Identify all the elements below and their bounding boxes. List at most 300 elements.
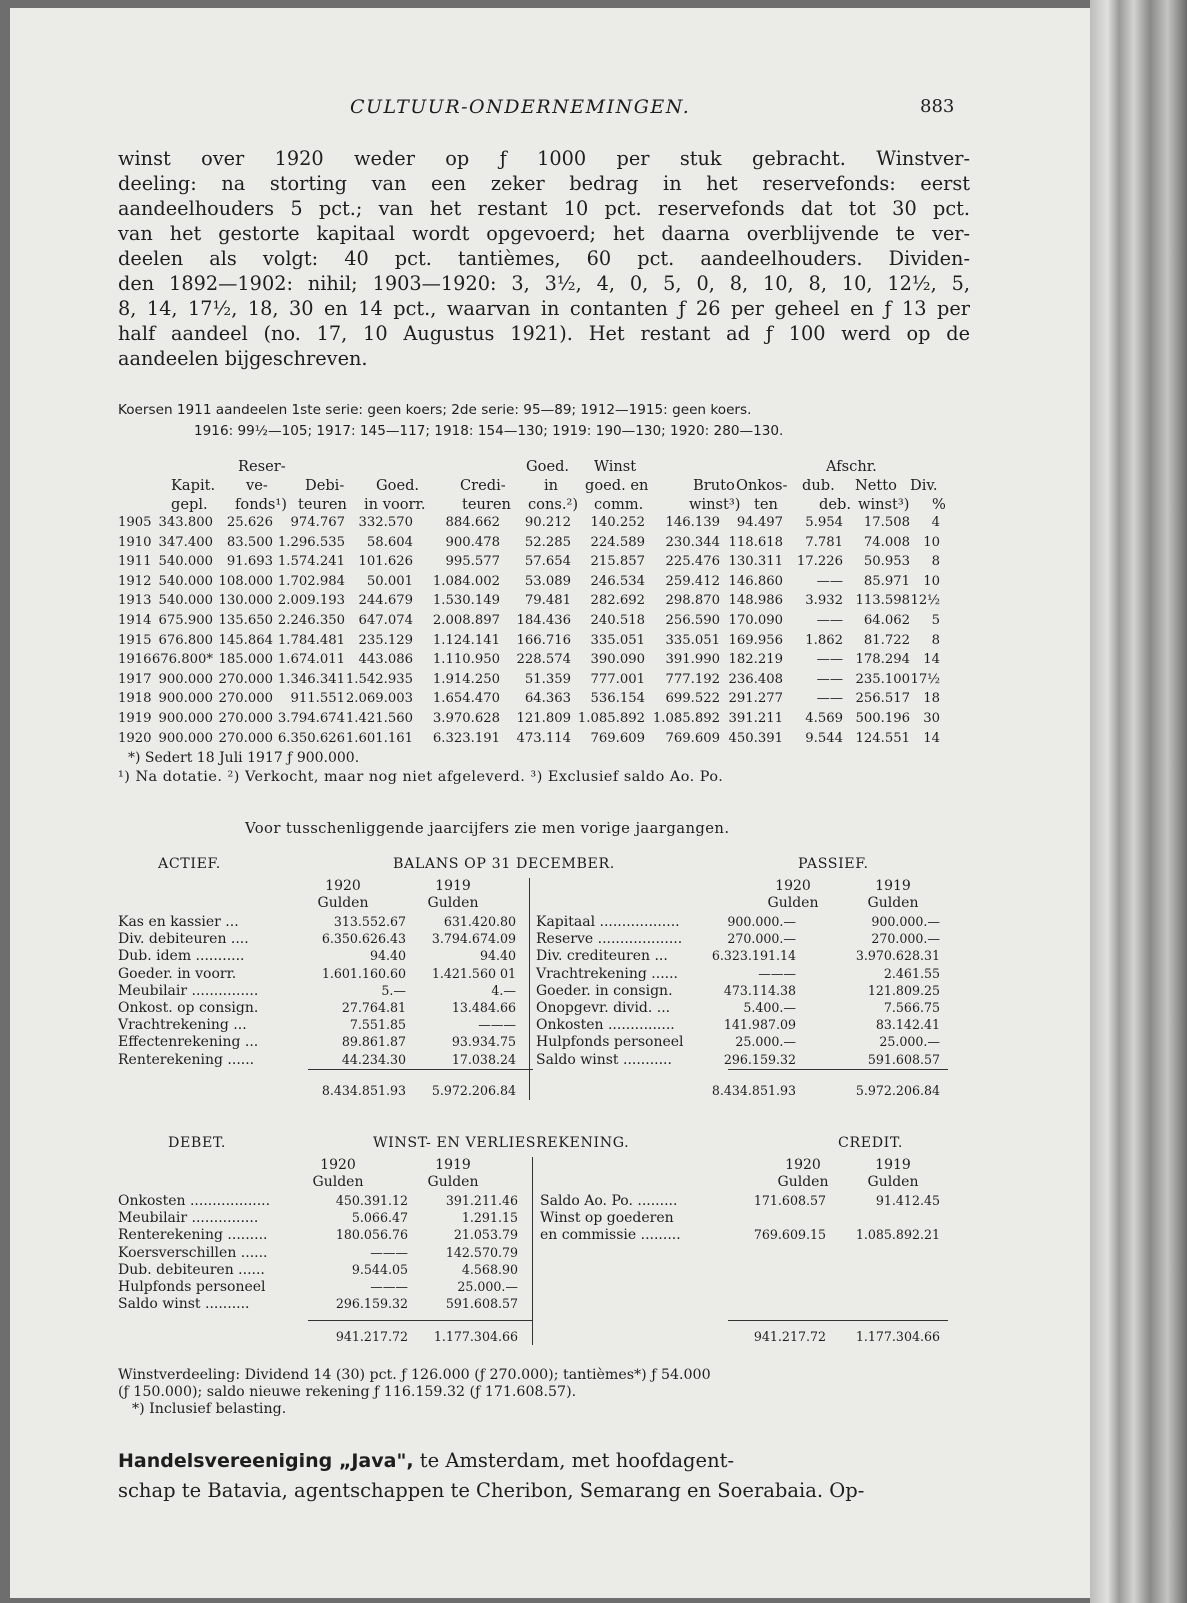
- table-cell: 900.000: [158, 710, 213, 726]
- table-cell: 995.577: [445, 554, 500, 570]
- table-cell: 391.211: [728, 710, 783, 726]
- total-value: 8.434.851.93: [711, 1082, 796, 1098]
- table-header-row: [118, 458, 978, 477]
- table-row: [118, 554, 978, 574]
- table-cell: 51.359: [524, 671, 571, 687]
- table-cell: 101.626: [358, 554, 413, 570]
- column-header: Reser-: [238, 458, 286, 475]
- spacer: [118, 1313, 978, 1323]
- table-cell: 777.192: [665, 671, 720, 687]
- account-label: Hulpfonds personeel: [118, 1278, 266, 1295]
- book-page: [10, 8, 1090, 1598]
- table-cell: 52.285: [524, 534, 571, 550]
- column-header: Winst: [594, 458, 637, 475]
- account-value: 391.211.46: [445, 1193, 518, 1208]
- column-header: fonds¹): [235, 496, 287, 513]
- table-cell: 118.618: [728, 534, 783, 550]
- table-cell-year: 1914: [118, 612, 152, 628]
- account-totals: [118, 1323, 978, 1347]
- year-label: 1919: [875, 878, 911, 894]
- table-cell: 900.000: [158, 730, 213, 746]
- account-value: 91.412.45: [875, 1193, 940, 1208]
- table-cell: 64.062: [863, 612, 910, 628]
- table-cell: 244.679: [358, 593, 413, 609]
- table-cell: 7.781: [805, 534, 843, 550]
- column-header: comm.: [594, 496, 644, 513]
- column-header: %: [932, 496, 946, 513]
- profit-distribution-line: Winstverdeeling: Dividend 14 (30) pct. ƒ 126.000 (ƒ 270.000); tantièmes*) ƒ 54.000: [118, 1367, 711, 1383]
- table-cell: 256.517: [855, 691, 910, 707]
- table-cell-year: 1918: [118, 691, 152, 707]
- table-cell: 1.421.560: [345, 710, 413, 726]
- table-cell: 291.277: [728, 691, 783, 707]
- table-cell: 121.809: [516, 710, 571, 726]
- table-cell: 50.001: [366, 573, 413, 589]
- profit-loss-account: [118, 1135, 978, 1347]
- page-number: 883: [920, 96, 955, 117]
- unit-label: Gulden: [427, 1174, 479, 1190]
- account-value: 25.000.—: [879, 1034, 940, 1050]
- account-label: Meubilair ...............: [118, 1210, 259, 1227]
- table-row: [118, 515, 978, 535]
- account-value: ———: [758, 965, 796, 981]
- unit-label: Gulden: [317, 895, 369, 911]
- table-cell: 169.956: [728, 632, 783, 648]
- account-label: Saldo winst ..........: [118, 1296, 250, 1313]
- table-cell: 10: [923, 573, 940, 589]
- table-cell: 6.323.191: [432, 730, 500, 746]
- table-cell: 699.522: [665, 691, 720, 707]
- table-cell: 235.129: [358, 632, 413, 648]
- table-cell: 647.074: [358, 612, 413, 628]
- account-value: 9.544.05: [351, 1261, 408, 1277]
- total-value: 941.217.72: [753, 1329, 826, 1345]
- account-value: 1.601.160.60: [321, 965, 406, 981]
- table-row: [118, 691, 978, 711]
- account-value: 4.568.90: [461, 1261, 518, 1277]
- column-header: Credi-: [460, 477, 506, 494]
- table-cell: 224.589: [590, 534, 645, 550]
- table-row: [118, 633, 978, 653]
- column-header: teuren: [462, 496, 511, 513]
- table-cell-year: 1917: [118, 671, 152, 687]
- account-value: 769.609.15: [753, 1227, 826, 1243]
- account-row: [118, 931, 978, 948]
- year-label: 1919: [435, 1157, 471, 1173]
- table-cell: 500.196: [855, 710, 910, 726]
- table-cell: 148.986: [728, 593, 783, 609]
- table-cell: 91.693: [226, 554, 273, 570]
- account-label: Goeder. in consign.: [536, 982, 673, 999]
- table-cell: 2.008.897: [432, 612, 500, 628]
- account-label: Onkost. op consign.: [118, 999, 259, 1016]
- table-cell: 3.932: [805, 593, 843, 609]
- column-header: teuren: [298, 496, 347, 513]
- table-cell: 225.476: [665, 554, 720, 570]
- table-cell: 1.674.011: [277, 652, 345, 668]
- column-header: Netto: [855, 477, 897, 494]
- table-header-row: [118, 477, 978, 496]
- table-cell: 113.598: [855, 593, 910, 609]
- table-cell: 335.051: [665, 632, 720, 648]
- table-cell: 2.069.003: [345, 691, 413, 707]
- table-cell: 332.570: [358, 515, 413, 530]
- table-cell: 130.000: [218, 593, 273, 609]
- account-label: Onkosten ...............: [536, 1017, 675, 1034]
- account-value: 3.970.628.31: [855, 948, 940, 964]
- column-header: ve-: [246, 477, 268, 494]
- account-totals: [118, 1077, 978, 1101]
- year-column-heading: [848, 878, 938, 912]
- table-cell: 390.090: [590, 652, 645, 668]
- total-value: 5.972.206.84: [855, 1082, 940, 1098]
- table-cell: 443.086: [358, 652, 413, 668]
- account-row: [118, 1052, 978, 1069]
- center-title: WINST- EN VERLIESREKENING.: [373, 1135, 630, 1151]
- account-label: Renterekening .........: [118, 1227, 268, 1244]
- java-entry: [118, 1446, 970, 1506]
- table-cell: 343.800: [158, 515, 213, 530]
- account-value: 5.066.47: [351, 1210, 408, 1226]
- account-row: [118, 1017, 978, 1034]
- intro-line: aandeelhouders 5 pct.; van het restant 10 pct. reservefonds dat tot 30 pct.: [118, 197, 970, 220]
- column-header: dub.: [802, 477, 835, 494]
- table-cell: 974.767: [290, 515, 345, 530]
- table-cell: 53.089: [524, 573, 571, 589]
- table-cell: 540.000: [158, 593, 213, 609]
- table-cell: 3.970.628: [432, 710, 500, 726]
- table-cell: 17.508: [863, 515, 910, 530]
- table-cell: 25.626: [226, 515, 273, 530]
- total-rule: [308, 1320, 533, 1321]
- table-cell: 1.296.535: [277, 534, 345, 550]
- table-cell: 246.534: [590, 573, 645, 589]
- table-cell: 450.391: [728, 730, 783, 746]
- profit-distribution: [118, 1367, 970, 1418]
- table-cell: 145.864: [218, 632, 273, 648]
- table-cell: 256.590: [665, 612, 720, 628]
- table-cell: 140.252: [590, 515, 645, 530]
- table-cell: 473.114: [516, 730, 571, 746]
- table-cell-year: 1911: [118, 554, 152, 570]
- account-value: 121.809.25: [867, 982, 940, 998]
- koersen-line: 1916: 99½—105; 1917: 145—117; 1918: 154—130; 1919: 190—130; 1920: 280—130.: [194, 423, 784, 439]
- table-cell-year: 1910: [118, 534, 152, 550]
- column-header: Goed.: [526, 458, 570, 475]
- table-cell: 1.574.241: [277, 554, 345, 570]
- table-cell: 769.609: [590, 730, 645, 746]
- table-cell: 185.000: [218, 652, 273, 668]
- account-label: Kapitaal ..................: [536, 914, 680, 930]
- table-cell: 1.110.950: [432, 652, 500, 668]
- account-row: [118, 1296, 978, 1313]
- account-row: [118, 1262, 978, 1279]
- year-label: 1920: [325, 878, 361, 894]
- account-label: Meubilair ...............: [118, 982, 259, 999]
- account-value: 93.934.75: [451, 1034, 516, 1050]
- table-cell: 130.311: [728, 554, 783, 570]
- table-cell: 50.953: [863, 554, 910, 570]
- account-value: ———: [370, 1244, 408, 1260]
- account-value: 27.764.81: [341, 999, 406, 1015]
- table-cell: 10: [923, 534, 940, 550]
- balance-sheet: [118, 856, 978, 1101]
- total-value: 5.972.206.84: [431, 1082, 516, 1098]
- table-cell-year: 1912: [118, 573, 152, 589]
- account-label: Renterekening ......: [118, 1051, 255, 1068]
- table-cell: 1.085.892: [652, 710, 720, 726]
- yearly-figures-table: [118, 458, 978, 791]
- center-divider: [529, 878, 530, 1100]
- intro-line: winst over 1920 weder op ƒ 1000 per stuk gebracht. Winstver-: [118, 147, 970, 170]
- table-cell: 4: [931, 515, 940, 530]
- account-row: [118, 1279, 978, 1296]
- intro-line: 8, 14, 17½, 18, 30 en 14 pct., waarvan in contanten ƒ 26 per geheel en ƒ 13 per: [118, 297, 970, 320]
- table-cell: ——: [816, 691, 843, 707]
- table-cell: 769.609: [665, 730, 720, 746]
- table-row: [118, 593, 978, 613]
- right-title: PASSIEF.: [798, 856, 869, 872]
- column-header: deb.: [819, 496, 851, 513]
- account-label: Kas en kassier ...: [118, 914, 239, 930]
- unit-label: Gulden: [312, 1174, 364, 1190]
- table-cell: 14: [923, 652, 940, 668]
- account-value: 1.085.892.21: [855, 1227, 940, 1243]
- table-cell: 900.478: [445, 534, 500, 550]
- account-titles: [118, 1135, 978, 1157]
- table-cell: 12½: [910, 593, 940, 609]
- table-footnote-star: *) Sedert 18 Juli 1917 ƒ 900.000.: [128, 750, 360, 767]
- table-cell: 30: [923, 710, 940, 726]
- column-header: Bruto: [693, 477, 735, 494]
- table-footnotes: ¹) Na dotatie. ²) Verkocht, maar nog niet afgeleverd. ³) Exclusief saldo Ao. Po.: [118, 769, 724, 786]
- account-value: ———: [478, 1017, 516, 1033]
- account-value: 25.000.—: [735, 1034, 796, 1050]
- profit-distribution-footnote: *) Inclusief belasting.: [132, 1401, 287, 1417]
- account-value: 591.608.57: [867, 1051, 940, 1067]
- table-row: [118, 574, 978, 594]
- account-label: Vrachtrekening ......: [536, 965, 679, 982]
- account-label: Effectenrekening ...: [118, 1034, 259, 1051]
- table-cell: 1.084.002: [432, 573, 500, 589]
- account-value: 5.400.—: [743, 999, 796, 1015]
- account-value: 296.159.32: [335, 1296, 408, 1312]
- year-column-heading: [298, 878, 388, 912]
- table-cell: 228.574: [516, 652, 571, 668]
- table-cell: 108.000: [218, 573, 273, 589]
- account-value: 2.461.55: [883, 965, 940, 981]
- table-cell: 1.862: [805, 632, 843, 648]
- account-value: 17.038.24: [451, 1051, 516, 1067]
- account-label: en commissie .........: [540, 1227, 681, 1244]
- table-cell: 90.212: [524, 515, 571, 530]
- table-cell: ——: [816, 671, 843, 687]
- account-label: Onopgevr. divid. ...: [536, 999, 671, 1016]
- table-cell: 884.662: [445, 515, 500, 530]
- account-label: Saldo winst ...........: [536, 1051, 672, 1068]
- year-column-heading: [408, 878, 498, 912]
- account-value: 900.000.—: [727, 914, 796, 929]
- table-cell: 540.000: [158, 554, 213, 570]
- table-cell: 146.139: [665, 515, 720, 530]
- profit-distribution-line: (ƒ 150.000); saldo nieuwe rekening ƒ 116.159.32 (ƒ 171.608.57).: [118, 1384, 577, 1400]
- table-cell: 1.542.935: [345, 671, 413, 687]
- table-row: [118, 652, 978, 672]
- column-header: cons.²): [528, 496, 579, 513]
- account-label: Dub. debiteuren ......: [118, 1261, 265, 1278]
- column-header: winst³): [858, 496, 910, 513]
- account-value: 13.484.66: [451, 999, 516, 1015]
- account-row: [118, 1193, 978, 1210]
- table-row: [118, 711, 978, 731]
- account-value: 1.421.560 01: [431, 965, 516, 981]
- account-row: [118, 914, 978, 931]
- table-cell: 230.344: [665, 534, 720, 550]
- account-value: 1.291.15: [461, 1210, 518, 1226]
- unit-label: Gulden: [777, 1174, 829, 1190]
- account-value: 473.114.38: [723, 982, 796, 998]
- table-cell: 335.051: [590, 632, 645, 648]
- account-titles: [118, 856, 978, 878]
- account-label: Winst op goederen: [540, 1210, 674, 1227]
- account-label: Hulpfonds personeel: [536, 1034, 684, 1051]
- account-value: 270.000.—: [727, 931, 796, 947]
- account-value: 94.40: [479, 948, 516, 964]
- table-cell-year: 1919: [118, 710, 152, 726]
- table-cell: 64.363: [524, 691, 571, 707]
- account-value: 141.987.09: [723, 1017, 796, 1033]
- account-value: ———: [370, 1278, 408, 1294]
- center-title: BALANS OP 31 DECEMBER.: [393, 856, 615, 872]
- year-column-heading: [408, 1157, 498, 1191]
- account-value: 21.053.79: [453, 1227, 518, 1243]
- table-cell: 900.000: [158, 671, 213, 687]
- intro-line: half aandeel (no. 17, 10 Augustus 1921). Het restant ad ƒ 100 werd op de: [118, 322, 970, 345]
- year-label: 1920: [775, 878, 811, 894]
- account-value: 313.552.67: [333, 914, 406, 929]
- table-cell: 17.226: [796, 554, 843, 570]
- table-cell: 1.085.892: [577, 710, 645, 726]
- table-cell: 391.990: [665, 652, 720, 668]
- table-cell: 911.551: [290, 691, 345, 707]
- table-cell: 5: [931, 612, 940, 628]
- company-description-cont: schap te Batavia, agentschappen te Cheribon, Semarang en Soerabaia. Op-: [118, 1479, 865, 1502]
- column-headings: [118, 1157, 978, 1193]
- table-cell: 270.000: [218, 730, 273, 746]
- table-cell: 166.716: [516, 632, 571, 648]
- table-cell: 184.436: [516, 612, 571, 628]
- account-label: Saldo Ao. Po. .........: [540, 1193, 678, 1209]
- total-rule: [728, 1320, 948, 1321]
- table-row: [118, 731, 978, 751]
- table-cell: 17½: [910, 671, 940, 687]
- account-value: 25.000.—: [457, 1278, 518, 1294]
- koersen-paragraph: [118, 400, 970, 442]
- account-row: [118, 966, 978, 983]
- table-cell: 676.800*: [151, 652, 213, 668]
- table-cell: 235.100: [855, 671, 910, 687]
- year-column-heading: [758, 1157, 848, 1191]
- column-header: ten: [754, 496, 778, 513]
- account-row: [118, 1245, 978, 1262]
- total-value: 941.217.72: [335, 1329, 408, 1345]
- account-value: 4.—: [491, 982, 516, 998]
- account-label: Div. debiteuren ....: [118, 931, 249, 948]
- table-cell: 5.954: [805, 515, 843, 530]
- total-rule: [728, 1069, 948, 1070]
- account-row: [118, 1000, 978, 1017]
- total-value: 8.434.851.93: [321, 1082, 406, 1098]
- column-headings: [118, 878, 978, 914]
- table-cell: ——: [816, 573, 843, 589]
- account-value: 83.142.41: [875, 1017, 940, 1033]
- account-value: 94.40: [369, 948, 406, 964]
- table-cell: 81.722: [863, 632, 910, 648]
- running-title: CULTUUR-ONDERNEMINGEN.: [350, 96, 691, 118]
- table-cell: 270.000: [218, 710, 273, 726]
- account-label: Div. crediteuren ...: [536, 948, 668, 965]
- table-cell: 18: [923, 691, 940, 707]
- column-header: Kapit.: [171, 477, 216, 494]
- table-cell: 3.794.674: [277, 710, 345, 726]
- intro-line: van het gestorte kapitaal wordt opgevoerd; het daarna overblijvende te ver-: [118, 222, 970, 245]
- table-cell: 1.654.470: [432, 691, 500, 707]
- table-cell-year: 1915: [118, 632, 152, 648]
- account-value: 7.551.85: [349, 1017, 406, 1033]
- account-label: Koersverschillen ......: [118, 1244, 268, 1261]
- total-value: 1.177.304.66: [855, 1329, 940, 1345]
- account-value: 296.159.32: [723, 1051, 796, 1067]
- account-row: [118, 983, 978, 1000]
- year-column-heading: [293, 1157, 383, 1191]
- left-title: ACTIEF.: [158, 856, 221, 872]
- table-cell: 676.800: [158, 632, 213, 648]
- table-row: [118, 613, 978, 633]
- table-cell: 1.784.481: [277, 632, 345, 648]
- table-cell: 94.497: [736, 515, 783, 530]
- year-label: 1920: [785, 1157, 821, 1173]
- table-cell: 298.870: [665, 593, 720, 609]
- account-value: 900.000.—: [871, 914, 940, 929]
- table-cell: 240.518: [590, 612, 645, 628]
- table-cell: 1.914.250: [432, 671, 500, 687]
- account-value: 6.350.626.43: [321, 931, 406, 947]
- unit-label: Gulden: [867, 895, 919, 911]
- table-cell: 282.692: [590, 593, 645, 609]
- table-cell: 85.971: [863, 573, 910, 589]
- table-cell: 83.500: [226, 534, 273, 550]
- account-value: 5.—: [381, 982, 406, 998]
- year-label: 1920: [320, 1157, 356, 1173]
- table-cell: 900.000: [158, 691, 213, 707]
- table-cell: 178.294: [855, 652, 910, 668]
- column-header: in: [544, 477, 559, 494]
- table-cell: 182.219: [728, 652, 783, 668]
- column-header: Div.: [910, 477, 938, 494]
- koersen-line: Koersen 1911 aandeelen 1ste serie: geen koers; 2de serie: 95—89; 1912—1915: geen koers.: [118, 402, 752, 418]
- total-value: 1.177.304.66: [433, 1329, 518, 1345]
- table-cell: 8: [931, 632, 940, 648]
- right-title: CREDIT.: [838, 1135, 903, 1151]
- table-cell: 777.001: [590, 671, 645, 687]
- table-cell: 79.481: [524, 593, 571, 609]
- account-value: 7.566.75: [883, 999, 940, 1015]
- account-value: 171.608.57: [753, 1193, 826, 1208]
- table-cell: 146.860: [728, 573, 783, 589]
- account-row: [118, 1210, 978, 1227]
- table-cell: 675.900: [158, 612, 213, 628]
- table-cell: 536.154: [590, 691, 645, 707]
